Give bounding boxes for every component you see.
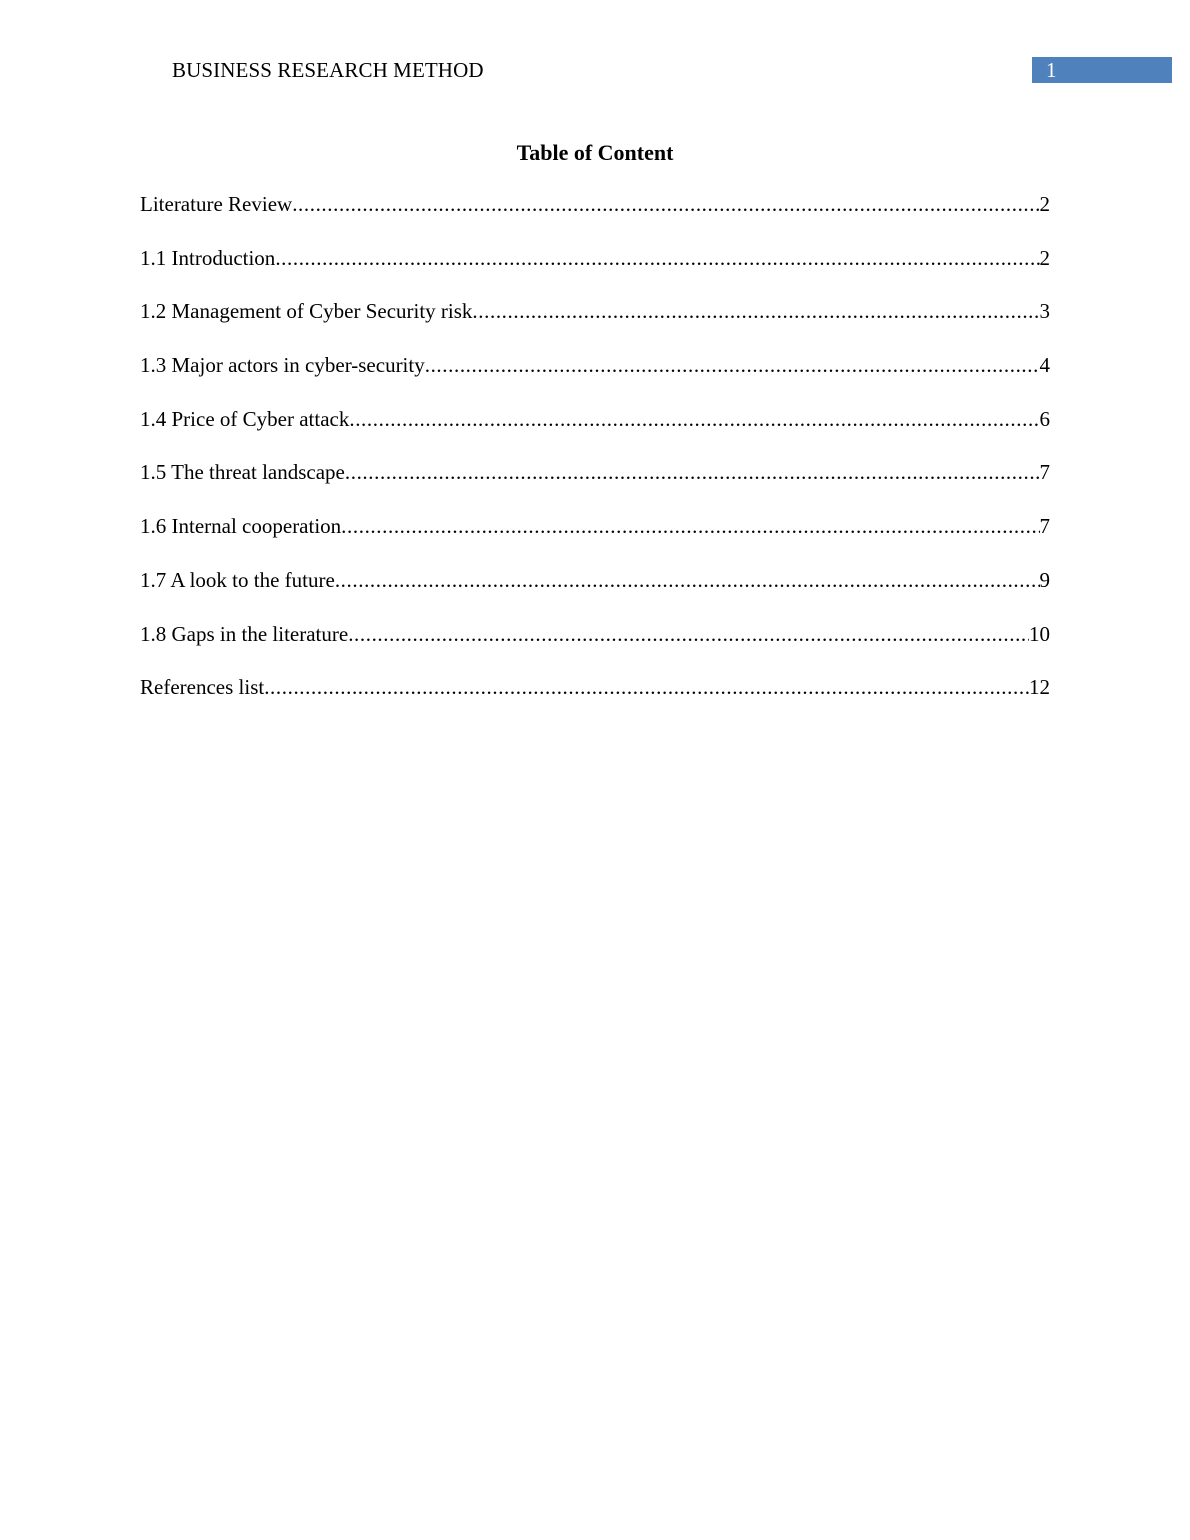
toc-entry-label: References list — [140, 675, 265, 700]
toc-entry-label: 1.3 Major actors in cyber-security — [140, 353, 425, 378]
toc-entry-label: 1.8 Gaps in the literature — [140, 621, 349, 646]
table-of-contents — [140, 189, 1050, 726]
toc-entry-page-number: 3 — [1039, 299, 1050, 324]
dot-leader — [275, 243, 1039, 273]
toc-entry[interactable] — [140, 511, 1050, 565]
toc-entry[interactable] — [140, 189, 1050, 243]
dot-leader — [425, 350, 1040, 380]
toc-entry-page-number: 10 — [1029, 621, 1050, 646]
toc-entry-label: 1.4 Price of Cyber attack — [140, 406, 350, 431]
toc-entry[interactable] — [140, 404, 1050, 458]
dot-leader — [341, 511, 1039, 541]
toc-entry-page-number: 7 — [1039, 514, 1050, 539]
toc-entry-label: 1.7 A look to the future — [140, 567, 335, 592]
toc-entry-label: 1.1 Introduction — [140, 245, 276, 270]
toc-entry-page-number: 12 — [1029, 675, 1050, 700]
running-header-title: BUSINESS RESEARCH METHOD — [172, 58, 484, 82]
dot-leader — [335, 565, 1040, 595]
toc-entry[interactable] — [140, 350, 1050, 404]
dot-leader — [348, 619, 1029, 649]
toc-entry-page-number: 7 — [1039, 460, 1050, 485]
toc-entry-label: 1.6 Internal cooperation — [140, 514, 342, 539]
toc-entry[interactable] — [140, 243, 1050, 297]
dot-leader — [349, 404, 1039, 434]
toc-entry-page-number: 6 — [1039, 406, 1050, 431]
toc-entry[interactable] — [140, 672, 1050, 726]
toc-entry-page-number: 2 — [1039, 192, 1050, 216]
toc-entry[interactable] — [140, 457, 1050, 511]
toc-entry-label: 1.5 The threat landscape — [140, 460, 345, 485]
toc-entry-page-number: 2 — [1039, 245, 1050, 270]
page-number-badge: 1 — [1032, 57, 1172, 83]
dot-leader — [264, 672, 1029, 702]
toc-entry-page-number: 4 — [1039, 353, 1050, 378]
toc-entry[interactable] — [140, 565, 1050, 619]
toc-entry-label: Literature Review — [140, 192, 293, 216]
dot-leader — [345, 457, 1040, 487]
dot-leader — [472, 296, 1039, 326]
toc-entry-label: 1.2 Management of Cyber Security risk — [140, 299, 473, 324]
toc-heading: Table of Content — [516, 140, 674, 165]
toc-entry[interactable] — [140, 619, 1050, 673]
toc-entry[interactable] — [140, 296, 1050, 350]
dot-leader — [292, 189, 1039, 219]
toc-entry-page-number: 9 — [1039, 567, 1050, 592]
